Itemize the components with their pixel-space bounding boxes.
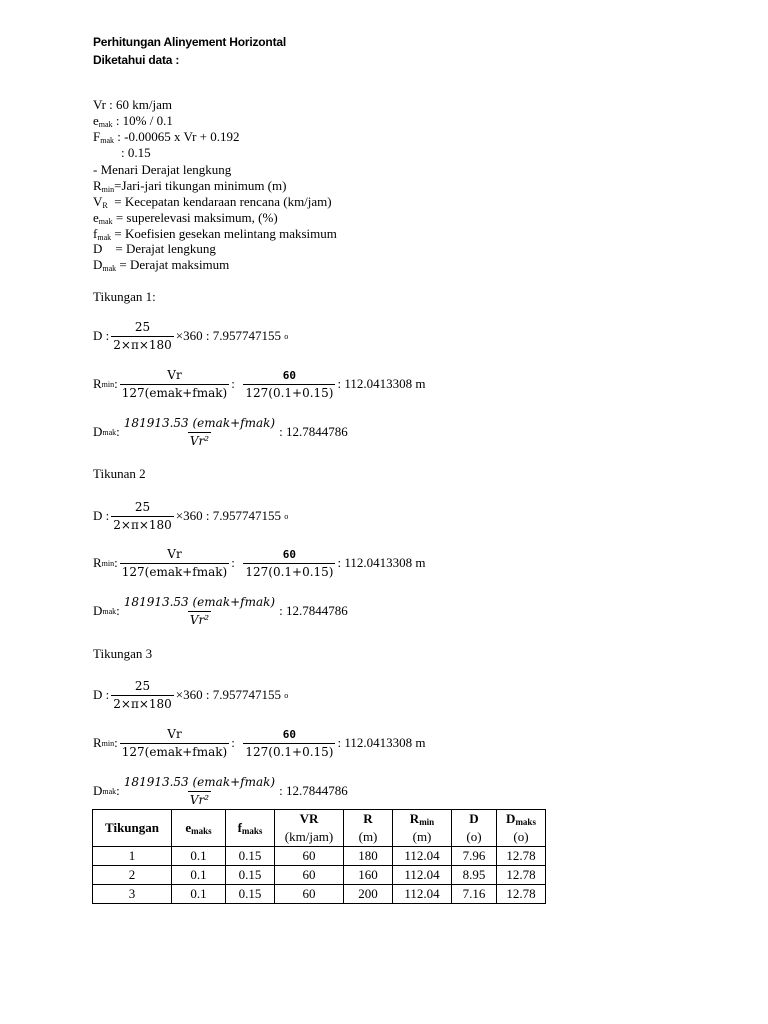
- d-equation-2: D : $\frac{25}{2\times\pi\times 180}$ ×360 : 7.957747155 o: [93, 499, 289, 532]
- unit-d: (o): [452, 828, 497, 847]
- table-cell: 60: [275, 847, 344, 866]
- document-subtitle: Diketahui data :: [93, 53, 180, 67]
- table-cell: 112.04: [393, 885, 452, 904]
- dmak-equation-1: D mak : $\frac{\text{181913.53 (emak+fmak)}}{\text{Vr²}}$ : 12.7844786: [93, 415, 348, 448]
- table-cell: 0.15: [226, 885, 275, 904]
- table-cell: 160: [344, 866, 393, 885]
- table-cell: 3: [93, 885, 172, 904]
- unit-vr: (km/jam): [275, 828, 344, 847]
- d-equation-1: D : $\frac{25}{2\times\pi\times 180}$ ×360 : 7.957747155 o: [93, 319, 289, 352]
- header-emaks: emaks: [172, 810, 226, 847]
- table-cell: 112.04: [393, 866, 452, 885]
- definition-d: D = Derajat lengkung: [93, 241, 216, 256]
- document-title: Perhitungan Alinyement Horizontal: [93, 35, 286, 49]
- table-row: [93, 866, 546, 885]
- table-cell: 60: [275, 866, 344, 885]
- header-vr: VR: [275, 810, 344, 829]
- table-header-row: [93, 810, 546, 829]
- header-rmin: Rmin: [393, 810, 452, 829]
- table-cell: 12.78: [497, 885, 546, 904]
- table-cell: 180: [344, 847, 393, 866]
- given-fmak: $F_{mak}$ : -0.00065 x Vr + 0.192: [93, 129, 240, 145]
- rmin-equation-2: R min : $\frac{Vr}{\text{127(emak+fmak)}}$ : $\frac{60}{127(0.1+0.15)}$ : 112.0413308 m: [93, 546, 426, 579]
- unit-rmin: (m): [393, 828, 452, 847]
- given-emak: $e_{mak}$ : 10% / 0.1: [93, 113, 173, 129]
- definition-rmin: $R_{min}=Jari$-jari tikungan minimum (m): [93, 178, 287, 194]
- table-cell: 0.15: [226, 866, 275, 885]
- table-cell: 1: [93, 847, 172, 866]
- summary-table: [92, 809, 546, 904]
- rmin-equation-3: R min : $\frac{Vr}{\text{127(emak+fmak)}}$ : $\frac{60}{127(0.1+0.15)}$ : 112.0413308 m: [93, 726, 426, 759]
- header-dmaks: Dmaks: [497, 810, 546, 829]
- header-fmaks: fmaks: [226, 810, 275, 847]
- given-menari: - Menari Derajat lengkung: [93, 162, 232, 177]
- dmak-equation-3: D mak : $\frac{\text{181913.53 (emak+fmak)}}{\text{Vr²}}$ : 12.7844786: [93, 774, 348, 807]
- table-cell: 12.78: [497, 866, 546, 885]
- unit-dmaks: (o): [497, 828, 546, 847]
- table-cell: 12.78: [497, 847, 546, 866]
- table-cell: 0.1: [172, 885, 226, 904]
- table-cell: 0.1: [172, 847, 226, 866]
- table-row: [93, 847, 546, 866]
- table-cell: 0.1: [172, 866, 226, 885]
- header-r: R: [344, 810, 393, 829]
- section-title-1: Tikungan 1:: [93, 289, 156, 304]
- header-tikungan: Tikungan: [93, 810, 172, 847]
- dmak-equation-2: D mak : $\frac{\text{181913.53 (emak+fmak)}}{\text{Vr²}}$ : 12.7844786: [93, 594, 348, 627]
- header-d: D: [452, 810, 497, 829]
- table-cell: 60: [275, 885, 344, 904]
- given-fmak-result: : 0.15: [121, 145, 151, 160]
- table-row: [93, 885, 546, 904]
- table-cell: 8.95: [452, 866, 497, 885]
- definition-dmak: $D_{mak}$ = Derajat maksimum: [93, 257, 230, 273]
- table-cell: 112.04: [393, 847, 452, 866]
- table-cell: 2: [93, 866, 172, 885]
- table-cell: 0.15: [226, 847, 275, 866]
- d-equation-3: D : $\frac{25}{2\times\pi\times 180}$ ×360 : 7.957747155 o: [93, 678, 289, 711]
- section-title-2: Tikunan 2: [93, 466, 146, 481]
- definition-fmak: $f_{mak}$ = Koefisien gesekan melintang maksimum: [93, 226, 337, 242]
- section-title-3: Tikungan 3: [93, 646, 153, 661]
- table-cell: 200: [344, 885, 393, 904]
- unit-r: (m): [344, 828, 393, 847]
- table-cell: 7.16: [452, 885, 497, 904]
- rmin-equation-1: R min : $\frac{Vr}{\text{127(emak+fmak)}}$ : $\frac{60}{127(0.1+0.15)}$ : 112.0413308 m: [93, 367, 426, 400]
- given-vr: Vr : 60 km/jam: [93, 97, 173, 112]
- definition-emak: $e_{mak}$ = superelevasi maksimum, (%): [93, 210, 278, 226]
- definition-vr: $V_R$ = Kecepatan kendaraan rencana (km/jam): [93, 194, 332, 210]
- table-cell: 7.96: [452, 847, 497, 866]
